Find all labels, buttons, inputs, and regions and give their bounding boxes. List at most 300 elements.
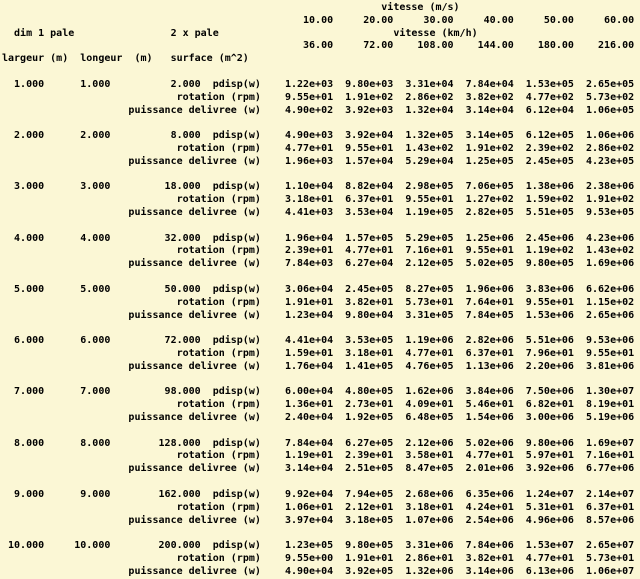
dim-group-label: dim 1 pale (14, 27, 75, 39)
rotation-value: 9.55e+01 (345, 142, 394, 154)
puissance-value: 3.97e+04 (284, 514, 334, 526)
row-label-pdisp: pdisp(w) (212, 283, 261, 295)
longeur-value: 5.000 (80, 283, 111, 295)
pdisp-value: 4.41e+04 (284, 335, 334, 347)
puissance-value: 3.81e+06 (585, 360, 635, 372)
puissance-value: 1.32e+06 (405, 565, 454, 577)
rotation-value: 1.36e+01 (284, 399, 334, 411)
pdisp-value: 6.12e+05 (525, 130, 574, 142)
puissance-value: 2.20e+06 (525, 360, 574, 372)
surface-value: 8.000 (170, 130, 201, 142)
row-label-pdisp: pdisp(w) (212, 437, 261, 449)
puissance-value: 1.23e+04 (284, 309, 334, 321)
pdisp-value: 7.84e+04 (284, 437, 334, 449)
speed-kmh-value: 72.00 (363, 40, 394, 52)
pale-group-label: 2 x pale (170, 27, 219, 39)
output-line (2, 194, 638, 207)
pdisp-value: 1.57e+05 (345, 232, 394, 244)
rotation-value: 6.82e+01 (525, 399, 574, 411)
row-label-puissance: puissance delivree (w) (128, 463, 261, 475)
longeur-value: 3.000 (80, 181, 111, 193)
rotation-value: 9.55e+01 (405, 194, 454, 206)
row-label-puissance: puissance delivree (w) (128, 207, 261, 218)
rotation-value: 3.82e+01 (465, 552, 514, 564)
speed-kmh-title: vitesse (km/h) (393, 27, 478, 39)
row-label-rotation: rotation (rpm) (176, 245, 261, 257)
output-line (2, 220, 638, 233)
rotation-value: 6.37e+01 (345, 194, 394, 206)
output-line (2, 245, 638, 258)
row-label-puissance: puissance delivree (w) (128, 565, 261, 577)
pdisp-value: 2.68e+06 (405, 488, 454, 500)
row-label-pdisp: pdisp(w) (212, 386, 261, 398)
pdisp-value: 1.30e+07 (585, 386, 635, 398)
surface-value: 18.000 (164, 181, 201, 193)
pdisp-value: 1.10e+04 (284, 181, 334, 193)
puissance-value: 2.65e+06 (585, 309, 635, 321)
output-line (2, 156, 638, 169)
puissance-value: 4.90e+02 (284, 104, 334, 116)
puissance-value: 1.06e+05 (585, 104, 635, 116)
rotation-value: 2.39e+01 (345, 450, 394, 462)
row-label-pdisp: pdisp(w) (212, 335, 261, 347)
puissance-value: 1.13e+06 (465, 360, 514, 372)
puissance-value: 3.92e+06 (525, 463, 574, 475)
puissance-value: 3.53e+04 (345, 207, 394, 218)
longeur-value: 1.000 (80, 78, 111, 90)
rotation-value: 2.86e+02 (405, 91, 454, 103)
puissance-value: 3.92e+05 (345, 565, 394, 577)
largeur-value: 9.000 (14, 488, 45, 500)
output-line (2, 105, 638, 118)
puissance-value: 1.54e+06 (465, 412, 514, 423)
pdisp-value: 9.53e+06 (585, 335, 635, 347)
terminal-output (2, 2, 638, 579)
puissance-value: 3.92e+03 (345, 104, 394, 116)
longeur-value: 9.000 (80, 488, 111, 500)
row-label-puissance: puissance delivree (w) (128, 360, 261, 372)
output-line (2, 348, 638, 361)
pdisp-value: 1.25e+06 (465, 232, 514, 244)
pdisp-value: 6.35e+06 (465, 488, 514, 500)
rotation-value: 3.18e+01 (284, 194, 334, 206)
rotation-value: 4.77e+01 (284, 142, 334, 154)
longeur-value: 6.000 (80, 335, 111, 347)
puissance-value: 2.51e+05 (345, 463, 394, 475)
rotation-value: 9.55e+01 (465, 245, 514, 257)
puissance-value: 1.06e+07 (585, 565, 635, 577)
pdisp-value: 1.06e+06 (585, 130, 635, 142)
output-line (2, 374, 638, 387)
rotation-value: 2.86e+02 (585, 142, 635, 154)
output-line (2, 207, 638, 220)
pdisp-value: 3.83e+06 (525, 283, 574, 295)
output-line (2, 476, 638, 489)
puissance-value: 2.82e+05 (465, 207, 514, 218)
pdisp-value: 3.31e+06 (405, 540, 454, 552)
rotation-value: 3.58e+01 (405, 450, 454, 462)
speed-ms-value: 20.00 (363, 14, 394, 26)
rotation-value: 1.59e+01 (284, 347, 334, 359)
puissance-value: 9.80e+04 (345, 309, 394, 321)
rotation-value: 3.82e+02 (465, 91, 514, 103)
rotation-value: 4.77e+01 (465, 450, 514, 462)
puissance-value: 1.19e+05 (405, 207, 454, 218)
pdisp-value: 9.80e+05 (345, 540, 394, 552)
puissance-value: 3.14e+04 (465, 104, 514, 116)
pdisp-value: 6.27e+05 (345, 437, 394, 449)
puissance-value: 6.77e+06 (585, 463, 635, 475)
longeur-value: 4.000 (80, 232, 111, 244)
pdisp-value: 1.96e+06 (465, 283, 514, 295)
output-line (2, 117, 638, 130)
rotation-value: 1.19e+02 (525, 245, 574, 257)
puissance-value: 1.07e+06 (405, 514, 454, 526)
speed-kmh-value: 144.00 (477, 40, 514, 52)
speed-ms-value: 10.00 (303, 14, 334, 26)
pdisp-value: 3.14e+05 (465, 130, 514, 142)
puissance-value: 3.14e+06 (465, 565, 514, 577)
pdisp-value: 2.45e+05 (345, 283, 394, 295)
pdisp-value: 7.50e+06 (525, 386, 574, 398)
output-line (2, 233, 638, 246)
pdisp-value: 4.23e+06 (585, 232, 635, 244)
row-label-pdisp: pdisp(w) (212, 130, 261, 142)
pdisp-value: 1.24e+07 (525, 488, 574, 500)
row-label-rotation: rotation (rpm) (176, 194, 261, 206)
pdisp-value: 7.84e+06 (465, 540, 514, 552)
puissance-value: 5.29e+04 (405, 155, 454, 167)
speed-kmh-value: 180.00 (537, 40, 574, 52)
rotation-value: 8.19e+01 (585, 399, 635, 411)
output-line (2, 271, 638, 284)
output-line (2, 386, 638, 399)
largeur-value: 3.000 (14, 181, 45, 193)
row-label-puissance: puissance delivree (w) (128, 309, 261, 321)
rotation-value: 2.86e+01 (405, 552, 454, 564)
puissance-value: 1.69e+06 (585, 258, 635, 270)
puissance-value: 6.12e+04 (525, 104, 574, 116)
row-label-rotation: rotation (rpm) (176, 91, 261, 103)
largeur-column-label: largeur (m) (2, 53, 69, 65)
surface-value: 98.000 (164, 386, 201, 398)
puissance-value: 2.40e+04 (284, 412, 334, 423)
pdisp-value: 1.23e+05 (284, 540, 334, 552)
rotation-value: 1.91e+01 (284, 296, 334, 308)
puissance-value: 1.53e+06 (525, 309, 574, 321)
output-line (2, 450, 638, 463)
pdisp-value: 9.80e+06 (525, 437, 574, 449)
output-line (2, 181, 638, 194)
rotation-value: 9.55e+01 (284, 91, 334, 103)
rotation-value: 1.19e+01 (284, 450, 334, 462)
row-label-pdisp: pdisp(w) (212, 181, 261, 193)
puissance-value: 8.47e+05 (405, 463, 454, 475)
row-label-rotation: rotation (rpm) (176, 501, 261, 513)
puissance-value: 1.32e+04 (405, 104, 454, 116)
output-line (2, 15, 638, 28)
output-line (2, 361, 638, 374)
rotation-value: 1.91e+02 (465, 142, 514, 154)
output-line (2, 258, 638, 271)
puissance-value: 1.96e+03 (284, 155, 334, 167)
puissance-value: 2.01e+06 (465, 463, 514, 475)
pdisp-value: 3.92e+04 (345, 130, 394, 142)
surface-value: 200.000 (158, 540, 201, 552)
puissance-value: 6.48e+05 (405, 412, 454, 423)
pdisp-value: 8.27e+05 (405, 283, 454, 295)
row-label-puissance: puissance delivree (w) (128, 258, 261, 270)
puissance-value: 4.96e+06 (525, 514, 574, 526)
pdisp-value: 3.31e+04 (405, 78, 454, 90)
rotation-value: 4.77e+01 (345, 245, 394, 257)
puissance-value: 3.14e+04 (284, 463, 334, 475)
output-line (2, 553, 638, 566)
pdisp-value: 3.84e+06 (465, 386, 514, 398)
longeur-value: 10.000 (74, 540, 111, 552)
pdisp-value: 1.96e+04 (284, 232, 334, 244)
rotation-value: 7.16e+01 (585, 450, 635, 462)
largeur-value: 10.000 (8, 540, 45, 552)
speed-ms-value: 40.00 (483, 14, 514, 26)
pdisp-value: 4.80e+05 (345, 386, 394, 398)
rotation-value: 3.18e+01 (345, 347, 394, 359)
pdisp-value: 9.92e+04 (284, 488, 334, 500)
rotation-value: 1.15e+02 (585, 296, 635, 308)
rotation-value: 9.55e+01 (585, 347, 635, 359)
speed-kmh-value: 108.00 (417, 40, 454, 52)
surface-value: 2.000 (170, 78, 201, 90)
puissance-value: 2.45e+05 (525, 155, 574, 167)
puissance-value: 5.51e+05 (525, 207, 574, 218)
rotation-value: 7.64e+01 (465, 296, 514, 308)
puissance-value: 1.76e+04 (284, 360, 334, 372)
output-line (2, 540, 638, 553)
output-line (2, 169, 638, 182)
pdisp-value: 5.51e+06 (525, 335, 574, 347)
pdisp-value: 2.38e+06 (585, 181, 635, 193)
pdisp-value: 3.53e+05 (345, 335, 394, 347)
row-label-rotation: rotation (rpm) (176, 399, 261, 411)
output-line (2, 335, 638, 348)
pdisp-value: 2.65e+05 (585, 78, 635, 90)
rotation-value: 1.06e+01 (284, 501, 334, 513)
output-line (2, 297, 638, 310)
pdisp-value: 2.98e+05 (405, 181, 454, 193)
row-label-pdisp: pdisp(w) (212, 540, 261, 552)
puissance-value: 4.90e+04 (284, 565, 334, 577)
rotation-value: 1.91e+02 (585, 194, 635, 206)
rotation-value: 5.73e+01 (585, 552, 635, 564)
surface-value: 72.000 (164, 335, 201, 347)
surface-value: 50.000 (164, 283, 201, 295)
rotation-value: 9.55e+00 (284, 552, 334, 564)
puissance-value: 3.31e+05 (405, 309, 454, 321)
rotation-value: 4.77e+01 (405, 347, 454, 359)
puissance-value: 1.57e+04 (345, 155, 394, 167)
output-line (2, 2, 638, 15)
output-line (2, 322, 638, 335)
output-line (2, 284, 638, 297)
speed-ms-title: vitesse (m/s) (381, 2, 460, 13)
output-line (2, 28, 638, 41)
pdisp-value: 1.62e+06 (405, 386, 454, 398)
rotation-value: 2.39e+02 (525, 142, 574, 154)
rotation-value: 5.46e+01 (465, 399, 514, 411)
pdisp-value: 1.22e+03 (284, 78, 334, 90)
pdisp-value: 7.84e+04 (465, 78, 514, 90)
row-label-rotation: rotation (rpm) (176, 142, 261, 154)
puissance-value: 7.84e+03 (284, 258, 334, 270)
pdisp-value: 1.69e+07 (585, 437, 635, 449)
rotation-value: 7.96e+01 (525, 347, 574, 359)
pdisp-value: 5.02e+06 (465, 437, 514, 449)
pdisp-value: 6.00e+04 (284, 386, 334, 398)
pdisp-value: 1.53e+05 (525, 78, 574, 90)
pdisp-value: 2.14e+07 (585, 488, 635, 500)
row-label-rotation: rotation (rpm) (176, 450, 261, 462)
output-line (2, 438, 638, 451)
puissance-value: 3.18e+05 (345, 514, 394, 526)
rotation-value: 5.31e+01 (525, 501, 574, 513)
speed-kmh-value: 216.00 (598, 40, 635, 52)
row-label-rotation: rotation (rpm) (176, 552, 261, 564)
speed-ms-value: 30.00 (423, 14, 454, 26)
rotation-value: 1.91e+02 (345, 91, 394, 103)
output-line (2, 310, 638, 323)
speed-ms-value: 60.00 (604, 14, 635, 26)
longeur-value: 2.000 (80, 130, 111, 142)
largeur-value: 8.000 (14, 437, 45, 449)
row-label-puissance: puissance delivree (w) (128, 514, 261, 526)
surface-value: 162.000 (158, 488, 201, 500)
pdisp-value: 1.19e+06 (405, 335, 454, 347)
speed-kmh-value: 36.00 (303, 40, 334, 52)
rotation-value: 1.59e+02 (525, 194, 574, 206)
surface-value: 32.000 (164, 232, 201, 244)
row-label-rotation: rotation (rpm) (176, 296, 261, 308)
puissance-value: 6.13e+06 (525, 565, 574, 577)
largeur-value: 5.000 (14, 283, 45, 295)
pdisp-value: 1.32e+05 (405, 130, 454, 142)
output-line (2, 79, 638, 92)
puissance-value: 9.80e+05 (525, 258, 574, 270)
longeur-column-label: longeur (80, 53, 123, 65)
surface-value: 128.000 (158, 437, 201, 449)
output-line (2, 425, 638, 438)
speed-ms-value: 50.00 (543, 14, 574, 26)
pdisp-value: 8.82e+04 (345, 181, 394, 193)
pdisp-value: 2.45e+06 (525, 232, 574, 244)
rotation-value: 4.77e+02 (525, 91, 574, 103)
largeur-value: 4.000 (14, 232, 45, 244)
row-label-puissance: puissance delivree (w) (128, 104, 261, 116)
rotation-value: 2.73e+01 (345, 399, 394, 411)
row-label-rotation: rotation (rpm) (176, 347, 261, 359)
rotation-value: 7.16e+01 (405, 245, 454, 257)
output-line (2, 463, 638, 476)
output-line (2, 489, 638, 502)
pdisp-value: 1.53e+07 (525, 540, 574, 552)
row-label-pdisp: pdisp(w) (212, 232, 261, 244)
puissance-value: 5.02e+05 (465, 258, 514, 270)
output-line (2, 130, 638, 143)
longeur-value: 8.000 (80, 437, 111, 449)
puissance-value: 4.41e+03 (284, 207, 334, 218)
rotation-value: 9.55e+01 (525, 296, 574, 308)
row-label-puissance: puissance delivree (w) (128, 412, 261, 423)
pdisp-value: 1.38e+06 (525, 181, 574, 193)
pdisp-value: 7.94e+05 (345, 488, 394, 500)
output-line (2, 412, 638, 425)
puissance-value: 1.92e+05 (345, 412, 394, 423)
rotation-value: 5.73e+01 (405, 296, 454, 308)
rotation-value: 4.77e+01 (525, 552, 574, 564)
pdisp-value: 2.12e+06 (405, 437, 454, 449)
puissance-value: 3.00e+06 (525, 412, 574, 423)
rotation-value: 3.18e+01 (405, 501, 454, 513)
rotation-value: 4.24e+01 (465, 501, 514, 513)
row-label-pdisp: pdisp(w) (212, 488, 261, 500)
output-line (2, 40, 638, 53)
puissance-value: 4.23e+05 (585, 155, 635, 167)
largeur-value: 1.000 (14, 78, 45, 90)
largeur-value: 6.000 (14, 335, 45, 347)
puissance-value: 2.12e+05 (405, 258, 454, 270)
rotation-value: 2.39e+01 (284, 245, 334, 257)
rotation-value: 5.97e+01 (525, 450, 574, 462)
output-line (2, 566, 638, 579)
pdisp-value: 2.65e+07 (585, 540, 635, 552)
output-line (2, 502, 638, 515)
surface-column-label: surface (m^2) (170, 53, 249, 65)
output-line (2, 515, 638, 528)
puissance-value: 5.19e+06 (585, 412, 635, 423)
rotation-value: 1.43e+02 (585, 245, 635, 257)
pdisp-value: 2.82e+06 (465, 335, 514, 347)
rotation-value: 5.73e+02 (585, 91, 635, 103)
row-label-puissance: puissance delivree (w) (128, 155, 261, 167)
puissance-value: 9.53e+05 (585, 207, 635, 218)
puissance-value: 1.25e+05 (465, 155, 514, 167)
rotation-value: 6.37e+01 (465, 347, 514, 359)
pdisp-value: 5.29e+05 (405, 232, 454, 244)
pdisp-value: 7.06e+05 (465, 181, 514, 193)
rotation-value: 1.91e+01 (345, 552, 394, 564)
largeur-value: 2.000 (14, 130, 45, 142)
pdisp-value: 6.62e+06 (585, 283, 635, 295)
puissance-value: 6.27e+04 (345, 258, 394, 270)
rotation-value: 2.12e+01 (345, 501, 394, 513)
largeur-value: 7.000 (14, 386, 45, 398)
pdisp-value: 9.80e+03 (345, 78, 394, 90)
longeur-unit-label: (m) (134, 53, 153, 65)
puissance-value: 1.41e+05 (345, 360, 394, 372)
output-line (2, 527, 638, 540)
rotation-value: 3.82e+01 (345, 296, 394, 308)
rotation-value: 1.27e+02 (465, 194, 514, 206)
longeur-value: 7.000 (80, 386, 111, 398)
output-line (2, 53, 638, 66)
puissance-value: 2.54e+06 (465, 514, 514, 526)
rotation-value: 6.37e+01 (585, 501, 635, 513)
output-line (2, 92, 638, 105)
puissance-value: 4.76e+05 (405, 360, 454, 372)
pdisp-value: 3.06e+04 (284, 283, 334, 295)
row-label-pdisp: pdisp(w) (212, 78, 261, 90)
puissance-value: 8.57e+06 (585, 514, 635, 526)
rotation-value: 4.09e+01 (405, 399, 454, 411)
